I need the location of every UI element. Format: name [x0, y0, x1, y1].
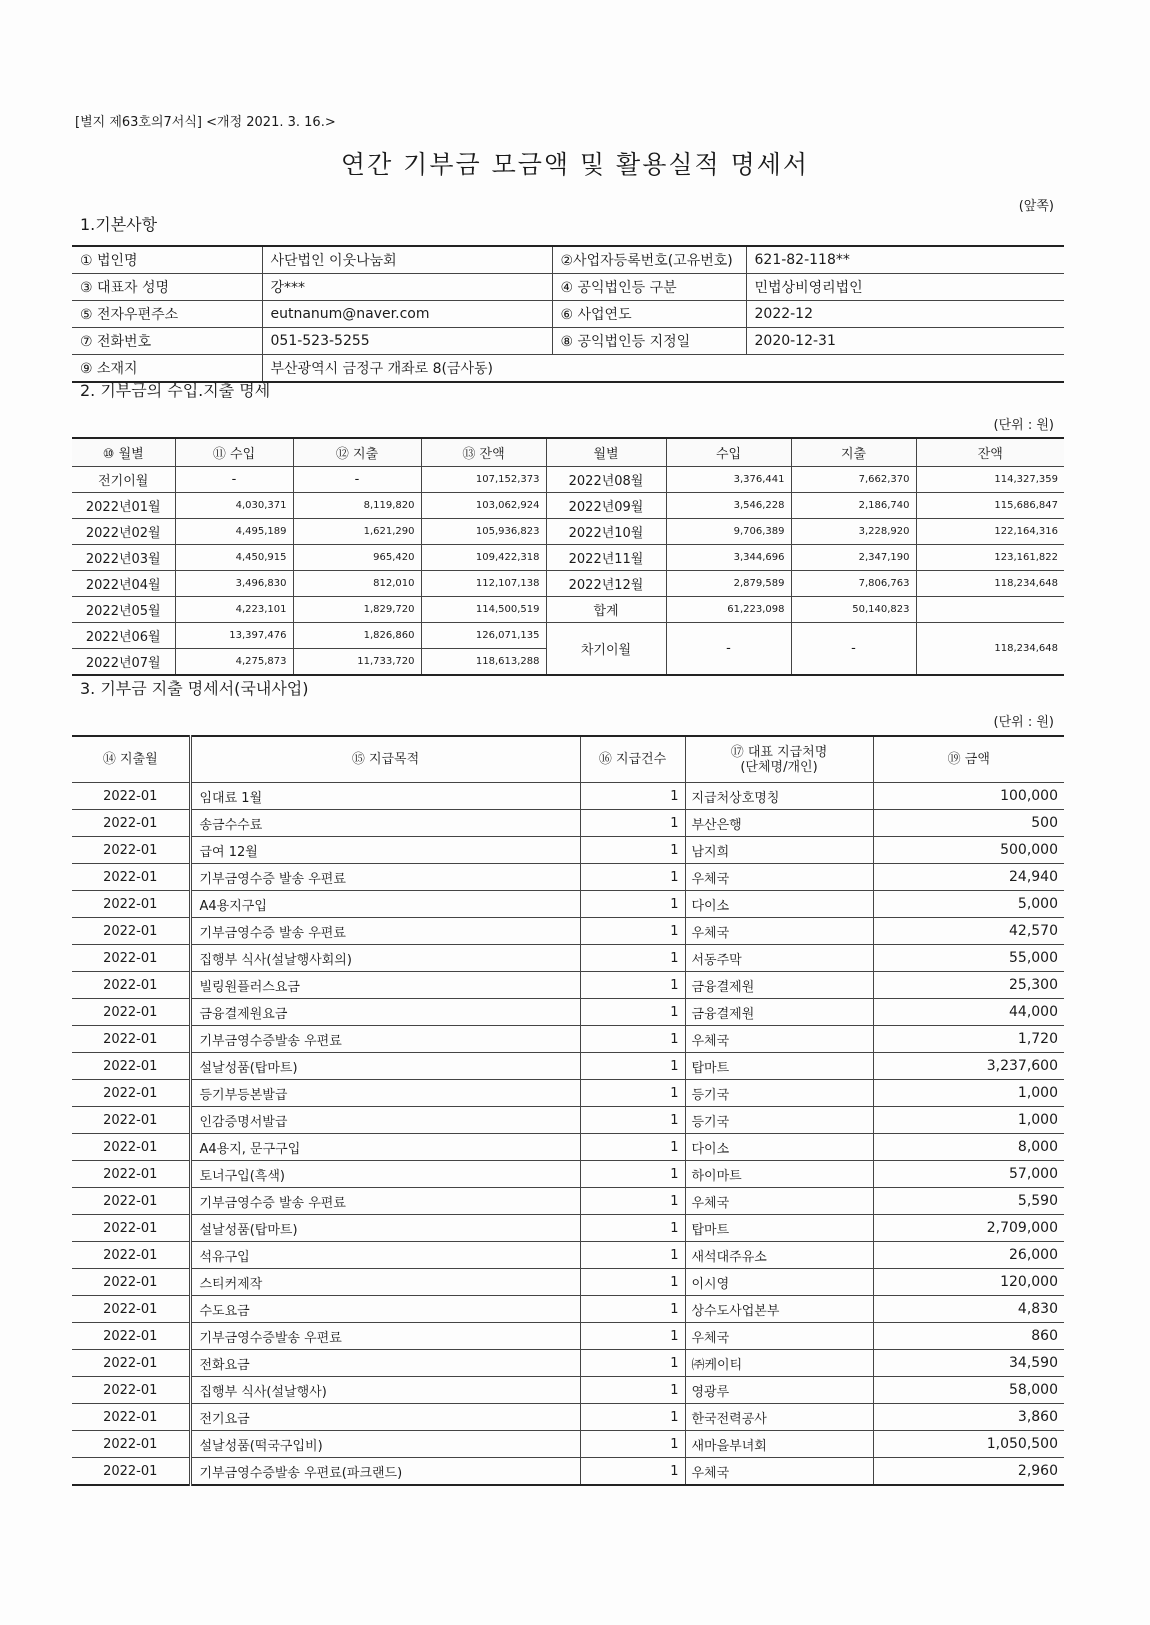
basic-info-row: [72, 328, 1064, 355]
month-cell: 2022년05월: [72, 597, 175, 623]
month-cell: 2022년07월: [72, 649, 175, 676]
payee-cell: 상수도사업본부: [685, 1296, 873, 1323]
amount-cell: 5,000: [873, 891, 1064, 918]
table-row: [72, 1269, 1064, 1296]
purpose-cell: 집행부 식사(설날행사회의): [190, 945, 580, 972]
summary-header: ⑬ 잔액: [421, 438, 546, 467]
expense-month-cell: 2022-01: [72, 1134, 190, 1161]
amount-cell: 500: [873, 810, 1064, 837]
month-cell: 2022년04월: [72, 571, 175, 597]
purpose-cell: 토너구입(흑색): [190, 1161, 580, 1188]
payee-cell: ㈜케이티: [685, 1350, 873, 1377]
table-row: [72, 1350, 1064, 1377]
amount-cell: 2,709,000: [873, 1215, 1064, 1242]
balance-cell: [916, 597, 1064, 623]
address-value: 부산광역시 금정구 개좌로 8(금사동): [262, 355, 1064, 383]
field-value: 민법상비영리법인: [746, 274, 1064, 301]
basic-info-table: [72, 245, 1064, 383]
balance-cell: 126,071,135: [421, 623, 546, 649]
field-value: 051-523-5255: [262, 328, 552, 355]
count-cell: 1: [580, 1269, 685, 1296]
count-cell: 1: [580, 864, 685, 891]
table-row: [72, 810, 1064, 837]
income-expense-table: [72, 437, 1064, 676]
count-cell: 1: [580, 1053, 685, 1080]
expense-month-cell: 2022-01: [72, 1296, 190, 1323]
table-row: [72, 972, 1064, 999]
expense-cell: 50,140,823: [791, 597, 916, 623]
field-value: 강***: [262, 274, 552, 301]
count-cell: 1: [580, 891, 685, 918]
expense-cell: 2,186,740: [791, 493, 916, 519]
table-row: [72, 1323, 1064, 1350]
field-label: ⑧ 공익법인등 지정일: [552, 328, 746, 355]
amount-cell: 26,000: [873, 1242, 1064, 1269]
amount-cell: 120,000: [873, 1269, 1064, 1296]
month-cell: 2022년01월: [72, 493, 175, 519]
income-cell: -: [175, 467, 293, 493]
purpose-cell: 임대료 1월: [190, 783, 580, 810]
count-cell: 1: [580, 1188, 685, 1215]
field-label: ① 법인명: [80, 253, 138, 269]
purpose-cell: 수도요금: [190, 1296, 580, 1323]
amount-cell: 860: [873, 1323, 1064, 1350]
expense-cell: 8,119,820: [293, 493, 421, 519]
expense-cell: 812,010: [293, 571, 421, 597]
purpose-cell: 등기부등본발급: [190, 1080, 580, 1107]
header-amount: ⑲ 금액: [873, 736, 1064, 783]
count-cell: 1: [580, 1215, 685, 1242]
count-cell: 1: [580, 1404, 685, 1431]
balance-cell: 107,152,373: [421, 467, 546, 493]
amount-cell: 3,860: [873, 1404, 1064, 1431]
purpose-cell: 기부금영수증발송 우편료: [190, 1323, 580, 1350]
purpose-cell: 석유구입: [190, 1242, 580, 1269]
expense-detail-table: [72, 735, 1064, 1486]
section-summary-title: 2. 기부금의 수입.지출 명세: [80, 381, 271, 400]
balance-cell: 114,500,519: [421, 597, 546, 623]
field-label: ③ 대표자 성명: [72, 274, 262, 301]
table-row: [72, 891, 1064, 918]
purpose-cell: 설날성품(탑마트): [190, 1215, 580, 1242]
purpose-cell: 기부금영수증발송 우편료: [190, 1026, 580, 1053]
amount-cell: 58,000: [873, 1377, 1064, 1404]
summary-row: [72, 571, 1064, 597]
field-label: ④ 공익법인등 구분: [552, 274, 746, 301]
purpose-cell: 설날성품(탑마트): [190, 1053, 580, 1080]
summary-header: ⑫ 지출: [293, 438, 421, 467]
basic-info-row: [72, 301, 1064, 328]
page-side-label: (앞쪽): [1018, 199, 1054, 214]
table-row: [72, 1053, 1064, 1080]
expense-cell: 1,829,720: [293, 597, 421, 623]
expense-cell: 3,228,920: [791, 519, 916, 545]
payee-cell: 이시영: [685, 1269, 873, 1296]
table-row: [72, 864, 1064, 891]
income-cell: 3,344,696: [666, 545, 791, 571]
month-cell: 2022년10월: [546, 519, 666, 545]
field-label: ⑤ 전자우편주소: [72, 301, 262, 328]
purpose-cell: 전화요금: [190, 1350, 580, 1377]
summary-header: 수입: [666, 438, 791, 467]
summary-header: 잔액: [916, 438, 1064, 467]
table-row: [72, 1404, 1064, 1431]
purpose-cell: 빌링원플러스요금: [190, 972, 580, 999]
balance-cell: 109,422,318: [421, 545, 546, 571]
purpose-cell: 기부금영수증발송 우편료(파크랜드): [190, 1458, 580, 1486]
month-cell: 2022년03월: [72, 545, 175, 571]
expense-month-cell: 2022-01: [72, 1242, 190, 1269]
table-row: [72, 1377, 1064, 1404]
amount-cell: 100,000: [873, 783, 1064, 810]
month-cell: 2022년11월: [546, 545, 666, 571]
payee-cell: 새석대주유소: [685, 1242, 873, 1269]
summary-header: ⑪ 수입: [175, 438, 293, 467]
income-cell: 4,450,915: [175, 545, 293, 571]
count-cell: 1: [580, 1458, 685, 1486]
balance-cell: 112,107,138: [421, 571, 546, 597]
purpose-cell: 설날성품(떡국구입비): [190, 1431, 580, 1458]
expense-cell: 965,420: [293, 545, 421, 571]
income-cell: 4,275,873: [175, 649, 293, 676]
field-label: ②사업자등록번호(고유번호): [552, 246, 746, 274]
purpose-cell: 기부금영수증 발송 우편료: [190, 1188, 580, 1215]
expense-month-cell: 2022-01: [72, 1404, 190, 1431]
form-number: [별지 제63호의7서식] <개정 2021. 3. 16.>: [75, 115, 336, 130]
amount-cell: 57,000: [873, 1161, 1064, 1188]
section-basic-title: 1.기본사항: [80, 215, 158, 234]
count-cell: 1: [580, 1080, 685, 1107]
expense-month-cell: 2022-01: [72, 999, 190, 1026]
income-cell: 3,496,830: [175, 571, 293, 597]
header-payee: [685, 736, 873, 783]
expense-month-cell: 2022-01: [72, 783, 190, 810]
document-title: 연간 기부금 모금액 및 활용실적 명세서: [340, 150, 810, 179]
amount-cell: 25,300: [873, 972, 1064, 999]
purpose-cell: 기부금영수증 발송 우편료: [190, 864, 580, 891]
amount-cell: 1,000: [873, 1107, 1064, 1134]
purpose-cell: A4용지, 문구구입: [190, 1134, 580, 1161]
detail-unit-label: (단위 : 원): [993, 715, 1054, 730]
summary-row: [72, 467, 1064, 493]
expense-cell: 1,621,290: [293, 519, 421, 545]
payee-cell: 탑마트: [685, 1053, 873, 1080]
header-count: ⑯ 지급건수: [580, 736, 685, 783]
income-cell: 4,030,371: [175, 493, 293, 519]
count-cell: 1: [580, 1296, 685, 1323]
count-cell: 1: [580, 918, 685, 945]
balance-cell: 122,164,316: [916, 519, 1064, 545]
summary-row: [72, 545, 1064, 571]
payee-cell: 서동주막: [685, 945, 873, 972]
month-cell: 2022년09월: [546, 493, 666, 519]
carry-expense-cell: -: [791, 623, 916, 676]
header-payee-line2: (단체명/개인): [740, 759, 818, 775]
summary-header: ⑩ 월별: [72, 438, 175, 467]
income-cell: 3,376,441: [666, 467, 791, 493]
count-cell: 1: [580, 1431, 685, 1458]
balance-cell: 114,327,359: [916, 467, 1064, 493]
income-cell: 4,495,189: [175, 519, 293, 545]
amount-cell: 1,000: [873, 1080, 1064, 1107]
purpose-cell: 인감증명서발급: [190, 1107, 580, 1134]
purpose-cell: 송금수수료: [190, 810, 580, 837]
amount-cell: 44,000: [873, 999, 1064, 1026]
count-cell: 1: [580, 972, 685, 999]
balance-cell: 115,686,847: [916, 493, 1064, 519]
summary-row: [72, 597, 1064, 623]
table-row: [72, 1080, 1064, 1107]
purpose-cell: 기부금영수증 발송 우편료: [190, 918, 580, 945]
basic-info-row: [72, 274, 1064, 301]
expense-month-cell: 2022-01: [72, 891, 190, 918]
count-cell: 1: [580, 837, 685, 864]
expense-month-cell: 2022-01: [72, 1431, 190, 1458]
payee-cell: 우체국: [685, 1458, 873, 1486]
table-row: [72, 1431, 1064, 1458]
count-cell: 1: [580, 1107, 685, 1134]
amount-cell: 500,000: [873, 837, 1064, 864]
header-expense-month: ⑭ 지출월: [72, 736, 190, 783]
field-value: 2020-12-31: [746, 328, 1064, 355]
amount-cell: 34,590: [873, 1350, 1064, 1377]
expense-month-cell: 2022-01: [72, 1188, 190, 1215]
section-detail-title: 3. 기부금 지출 명세서(국내사업): [80, 679, 309, 698]
amount-cell: 42,570: [873, 918, 1064, 945]
income-cell: 3,546,228: [666, 493, 791, 519]
table-row: [72, 837, 1064, 864]
expense-month-cell: 2022-01: [72, 1377, 190, 1404]
summary-unit-label: (단위 : 원): [993, 418, 1054, 433]
expense-month-cell: 2022-01: [72, 1350, 190, 1377]
expense-month-cell: 2022-01: [72, 1053, 190, 1080]
payee-cell: 지급처상호명칭: [685, 783, 873, 810]
payee-cell: 다이소: [685, 1134, 873, 1161]
expense-month-cell: 2022-01: [72, 810, 190, 837]
month-cell: 2022년12월: [546, 571, 666, 597]
payee-cell: 금융결제원: [685, 999, 873, 1026]
payee-cell: 한국전력공사: [685, 1404, 873, 1431]
count-cell: 1: [580, 945, 685, 972]
amount-cell: 1,050,500: [873, 1431, 1064, 1458]
expense-cell: -: [293, 467, 421, 493]
payee-cell: 우체국: [685, 1323, 873, 1350]
carry-balance-cell: 118,234,648: [916, 623, 1064, 676]
field-value: 621-82-118**: [746, 246, 1064, 274]
table-row: [72, 1458, 1064, 1486]
payee-cell: 우체국: [685, 918, 873, 945]
payee-cell: 우체국: [685, 864, 873, 891]
amount-cell: 3,237,600: [873, 1053, 1064, 1080]
count-cell: 1: [580, 1161, 685, 1188]
field-value: 사단법인 이웃나눔회: [262, 246, 552, 274]
month-cell: 합계: [546, 597, 666, 623]
summary-row: [72, 493, 1064, 519]
payee-cell: 등기국: [685, 1080, 873, 1107]
count-cell: 1: [580, 999, 685, 1026]
expense-month-cell: 2022-01: [72, 1161, 190, 1188]
balance-cell: 123,161,822: [916, 545, 1064, 571]
month-cell: 2022년02월: [72, 519, 175, 545]
expense-month-cell: 2022-01: [72, 1215, 190, 1242]
purpose-cell: A4용지구입: [190, 891, 580, 918]
count-cell: 1: [580, 810, 685, 837]
income-cell: 61,223,098: [666, 597, 791, 623]
payee-cell: 탑마트: [685, 1215, 873, 1242]
table-row: [72, 1296, 1064, 1323]
header-payee-line1: ⑰ 대표 지급처명: [730, 744, 828, 760]
payee-cell: 다이소: [685, 891, 873, 918]
expense-month-cell: 2022-01: [72, 918, 190, 945]
field-label: ⑦ 전화번호: [72, 328, 262, 355]
carry-income-cell: -: [666, 623, 791, 676]
payee-cell: 우체국: [685, 1026, 873, 1053]
purpose-cell: 집행부 식사(설날행사): [190, 1377, 580, 1404]
purpose-cell: 금융결제원요금: [190, 999, 580, 1026]
balance-cell: 105,936,823: [421, 519, 546, 545]
expense-month-cell: 2022-01: [72, 1323, 190, 1350]
expense-cell: 7,662,370: [791, 467, 916, 493]
table-row: [72, 1107, 1064, 1134]
expense-cell: 11,733,720: [293, 649, 421, 676]
expense-month-cell: 2022-01: [72, 1107, 190, 1134]
count-cell: 1: [580, 1350, 685, 1377]
table-row: [72, 783, 1064, 810]
purpose-cell: 급여 12월: [190, 837, 580, 864]
field-value: 2022-12: [746, 301, 1064, 328]
expense-month-cell: 2022-01: [72, 945, 190, 972]
count-cell: 1: [580, 1377, 685, 1404]
payee-cell: 우체국: [685, 1188, 873, 1215]
payee-cell: 등기국: [685, 1107, 873, 1134]
count-cell: 1: [580, 783, 685, 810]
balance-cell: 103,062,924: [421, 493, 546, 519]
expense-month-cell: 2022-01: [72, 1026, 190, 1053]
payee-cell: 금융결제원: [685, 972, 873, 999]
basic-info-row: [72, 246, 1064, 274]
expense-month-cell: 2022-01: [72, 1269, 190, 1296]
count-cell: 1: [580, 1242, 685, 1269]
header-purpose: ⑮ 지급목적: [190, 736, 580, 783]
purpose-cell: 스티커제작: [190, 1269, 580, 1296]
payee-cell: 남지희: [685, 837, 873, 864]
amount-cell: 24,940: [873, 864, 1064, 891]
amount-cell: 2,960: [873, 1458, 1064, 1486]
table-row: [72, 1242, 1064, 1269]
table-row: [72, 1215, 1064, 1242]
summary-header: 월별: [546, 438, 666, 467]
expense-month-cell: 2022-01: [72, 837, 190, 864]
expense-cell: 7,806,763: [791, 571, 916, 597]
table-row: [72, 1134, 1064, 1161]
income-cell: 2,879,589: [666, 571, 791, 597]
address-label: ⑨ 소재지: [72, 355, 262, 383]
payee-cell: 부산은행: [685, 810, 873, 837]
expense-month-cell: 2022-01: [72, 972, 190, 999]
expense-cell: 1,826,860: [293, 623, 421, 649]
amount-cell: 4,830: [873, 1296, 1064, 1323]
balance-cell: 118,613,288: [421, 649, 546, 676]
month-cell: 2022년08월: [546, 467, 666, 493]
count-cell: 1: [580, 1323, 685, 1350]
income-cell: 4,223,101: [175, 597, 293, 623]
balance-cell: 118,234,648: [916, 571, 1064, 597]
payee-cell: 새마을부녀회: [685, 1431, 873, 1458]
expense-month-cell: 2022-01: [72, 864, 190, 891]
expense-cell: 2,347,190: [791, 545, 916, 571]
payee-cell: 하이마트: [685, 1161, 873, 1188]
table-row: [72, 1026, 1064, 1053]
amount-cell: 8,000: [873, 1134, 1064, 1161]
count-cell: 1: [580, 1026, 685, 1053]
carry-month-cell: 차기이월: [546, 623, 666, 676]
amount-cell: 55,000: [873, 945, 1064, 972]
expense-month-cell: 2022-01: [72, 1080, 190, 1107]
month-cell: 전기이월: [72, 467, 175, 493]
amount-cell: 1,720: [873, 1026, 1064, 1053]
table-row: [72, 945, 1064, 972]
expense-month-cell: 2022-01: [72, 1458, 190, 1486]
table-row: [72, 918, 1064, 945]
payee-cell: 영광루: [685, 1377, 873, 1404]
field-label: ⑥ 사업연도: [552, 301, 746, 328]
income-cell: 9,706,389: [666, 519, 791, 545]
count-cell: 1: [580, 1134, 685, 1161]
table-row: [72, 999, 1064, 1026]
summary-header: 지출: [791, 438, 916, 467]
income-cell: 13,397,476: [175, 623, 293, 649]
table-row: [72, 1161, 1064, 1188]
summary-row: [72, 519, 1064, 545]
month-cell: 2022년06월: [72, 623, 175, 649]
summary-row: [72, 623, 1064, 649]
purpose-cell: 전기요금: [190, 1404, 580, 1431]
field-value: eutnanum@naver.com: [262, 301, 552, 328]
amount-cell: 5,590: [873, 1188, 1064, 1215]
table-row: [72, 1188, 1064, 1215]
